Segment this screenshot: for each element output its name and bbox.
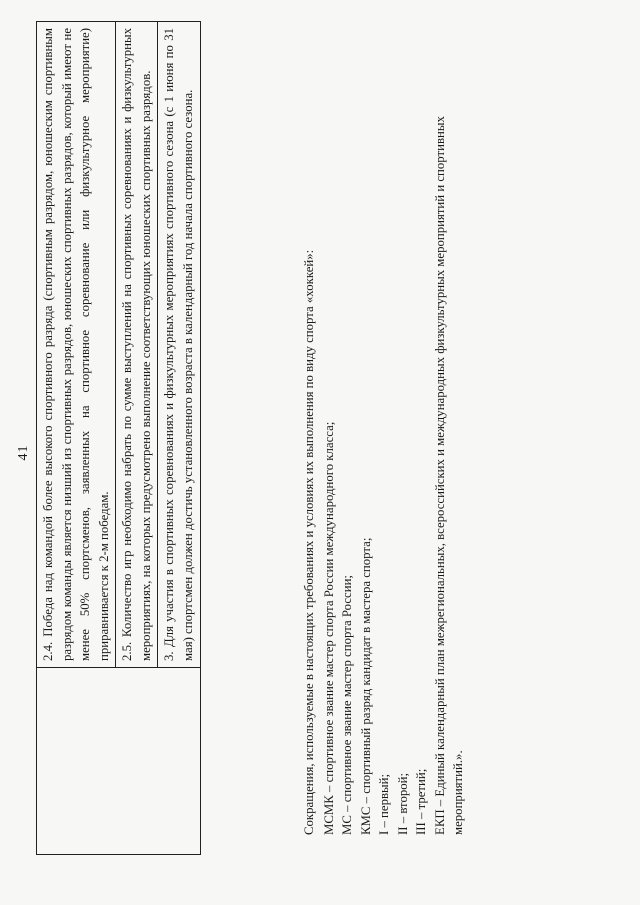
note-paragraph-2-4: 2.4. Победа над командой более высокого спортивного разряда (спортивным разрядом, юношеским спортивным разрядом команды является низший из спортивных разрядов, юношеских спортивных разрядов, который имеют не менее 50% спортсменов, заявленных на спортивное соревнование или физкультурное мероприятие) приравнивается к 2-м победам. xyxy=(41,28,111,661)
abbreviation-item: МС – спортивное звание мастер спорта России; xyxy=(340,575,354,835)
cell-divider xyxy=(115,22,116,667)
table-row xyxy=(37,22,201,855)
table-cell-notes xyxy=(37,22,201,668)
abbreviation-item: II – второй; xyxy=(395,772,410,835)
abbreviation-item: ЕКП – Единый календарный план межрегиональных, всероссийских и международных физкультурных мероприятий и спортивных мероприятий.». xyxy=(432,116,465,835)
abbreviations-block xyxy=(300,35,468,835)
abbreviations-intro: Сокращения, используемые в настоящих требованиях и условиях их выполнения по виду спорта «хоккей»: xyxy=(302,249,316,835)
cell-divider xyxy=(157,22,158,667)
abbreviation-item: МСМК – спортивное звание мастер спорта России международного класса; xyxy=(321,421,336,835)
page-number: 41 xyxy=(16,444,31,461)
table-cell-empty xyxy=(37,668,201,855)
abbreviation-item: I – первый; xyxy=(377,773,391,835)
abbreviation-item: КМС – спортивный разряд кандидат в мастера спорта; xyxy=(358,537,373,835)
requirements-table xyxy=(36,21,201,855)
note-paragraph-3: 3. Для участия в спортивных соревнованиях и физкультурных мероприятиях спортивного сезона (с 1 июня по 31 мая) спортсмен должен достичь установленного возраста в календарный год начала спортивного сезона. xyxy=(162,28,195,661)
abbreviation-item: III – третий; xyxy=(414,768,428,835)
note-paragraph-2-5: 2.5. Количество игр необходимо набрать по сумме выступлений на спортивных соревнованиях и физкультурных мероприятиях, на которых предусмотрено выполнение соответствующих юношеских спортивных разрядов. xyxy=(120,28,153,661)
